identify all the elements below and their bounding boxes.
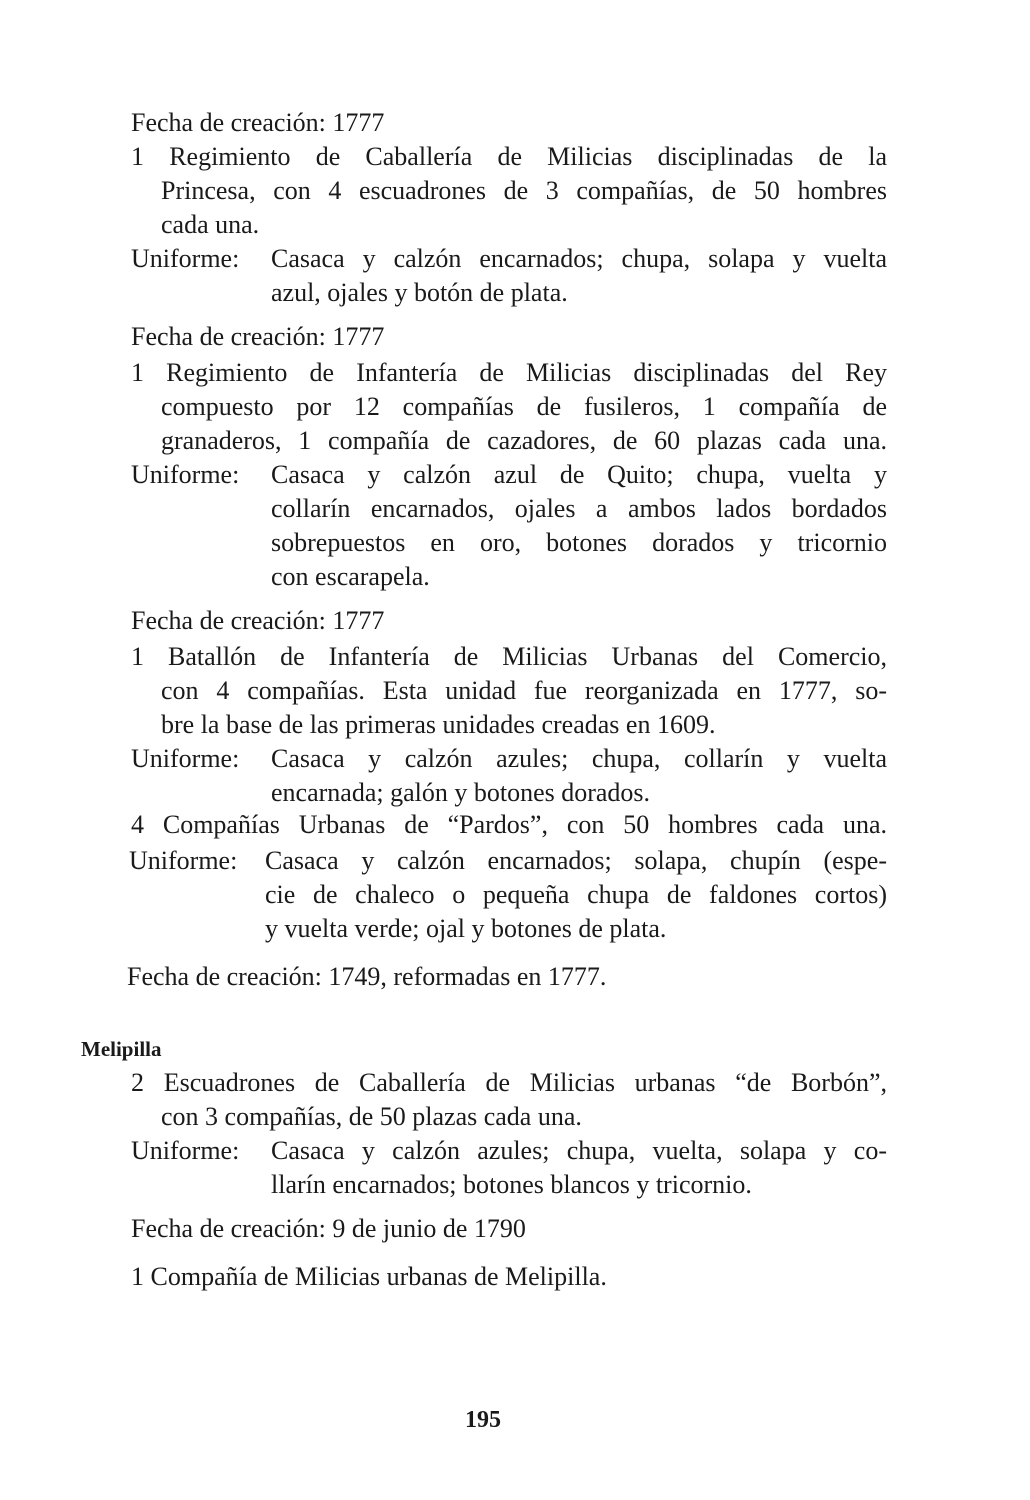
unit-description-line: 1 Batallón de Infantería de Milicias Urbanas del Comercio,: [131, 642, 887, 671]
unit-description-line: 1 Regimiento de Caballería de Milicias disciplinadas de la: [131, 142, 887, 171]
uniform-description-line: collarín encarnados, ojales a ambos lados bordados: [271, 494, 887, 523]
uniform-description-line: encarnada; galón y botones dorados.: [271, 778, 651, 807]
unit-description-line: cada una.: [161, 210, 260, 239]
uniform-description-line: Casaca y calzón azules; chupa, collarín y vuelta: [271, 744, 887, 773]
unit-description-line: 1 Regimiento de Infantería de Milicias disciplinadas del Rey: [131, 358, 887, 387]
uniform-description-line: Casaca y calzón encarnados; chupa, solapa y vuelta: [271, 244, 887, 273]
uniform-description-line: cie de chaleco o pequeña chupa de faldones cortos): [265, 880, 887, 909]
unit-description-line: compuesto por 12 compañías de fusileros, 1 compañía de: [161, 392, 887, 421]
unit-description-line: con 4 compañías. Esta unidad fue reorganizada en 1777, so-: [161, 676, 887, 705]
uniform-label: Uniforme:: [131, 744, 240, 773]
creation-date-line: Fecha de creación: 1777: [131, 606, 385, 635]
uniform-description-line: azul, ojales y botón de plata.: [271, 278, 568, 307]
uniform-description-line: Casaca y calzón encarnados; solapa, chupín (espe-: [265, 846, 887, 875]
uniform-description-line: llarín encarnados; botones blancos y tricornio.: [271, 1170, 752, 1199]
unit-description-line: Princesa, con 4 escuadrones de 3 compañías, de 50 hombres: [161, 176, 887, 205]
unit-description-line: 2 Escuadrones de Caballería de Milicias urbanas “de Borbón”,: [131, 1068, 887, 1097]
uniform-description-line: sobrepuestos en oro, botones dorados y tricornio: [271, 528, 887, 557]
uniform-description-line: y vuelta verde; ojal y botones de plata.: [265, 914, 667, 943]
creation-date-line: Fecha de creación: 1777: [131, 322, 385, 351]
creation-date-line: Fecha de creación: 1777: [131, 108, 385, 137]
unit-description-line: 1 Compañía de Milicias urbanas de Melipilla.: [131, 1262, 607, 1291]
uniform-label: Uniforme:: [131, 1136, 240, 1165]
uniform-label: Uniforme:: [131, 460, 240, 489]
uniform-description-line: Casaca y calzón azul de Quito; chupa, vuelta y: [271, 460, 887, 489]
creation-date-line: Fecha de creación: 1749, reformadas en 1777.: [127, 962, 607, 991]
unit-description-line: granaderos, 1 compañía de cazadores, de 60 plazas cada una.: [161, 426, 887, 455]
creation-date-line: Fecha de creación: 9 de junio de 1790: [131, 1214, 526, 1243]
unit-description-line: bre la base de las primeras unidades creadas en 1609.: [161, 710, 716, 739]
section-heading: Melipilla: [81, 1037, 162, 1061]
uniform-label: Uniforme:: [129, 846, 238, 875]
page-number: 195: [465, 1407, 501, 1433]
unit-description-line: 4 Compañías Urbanas de “Pardos”, con 50 hombres cada una.: [131, 810, 887, 839]
unit-description-line: con 3 compañías, de 50 plazas cada una.: [161, 1102, 582, 1131]
uniform-description-line: con escarapela.: [271, 562, 430, 591]
uniform-label: Uniforme:: [131, 244, 240, 273]
uniform-description-line: Casaca y calzón azules; chupa, vuelta, solapa y co-: [271, 1136, 887, 1165]
